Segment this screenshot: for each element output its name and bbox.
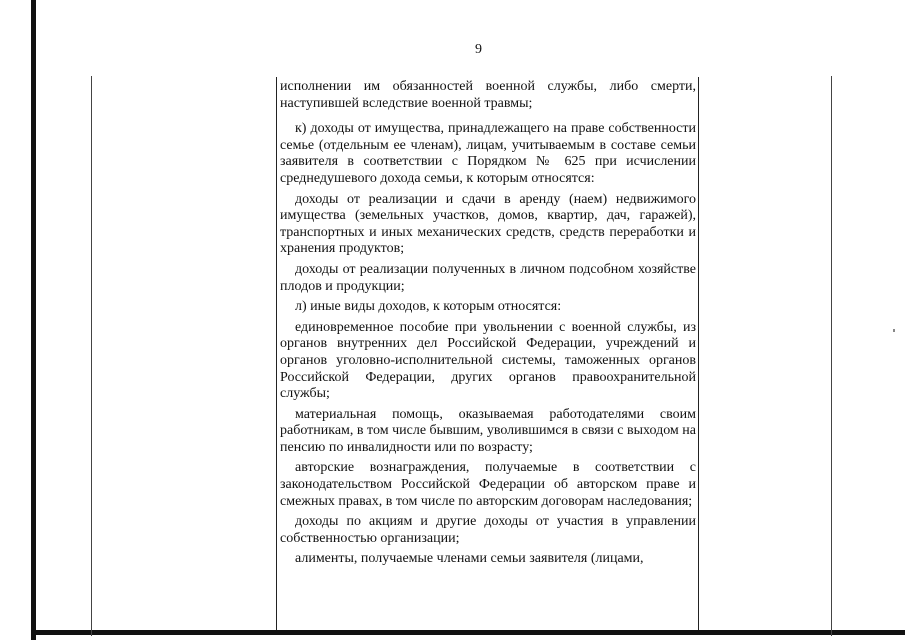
document-text-column — [276, 77, 699, 630]
scan-speck — [893, 329, 895, 332]
paragraph: авторские вознаграждения, получаемые в соответствии с законодательством Российской Федерации об авторском праве и смежных правах, в том числе по авторским договорам наследования; — [280, 460, 696, 509]
scan-border-left — [31, 0, 36, 640]
paragraph: алименты, получаемые членами семьи заявителя (лицами, — [295, 551, 644, 567]
paragraph: доходы по акциям и другие доходы от участия в управлении собственностью организации; — [280, 514, 696, 546]
paragraph: материальная помощь, оказываемая работодателями своим работникам, в том числе бывшим, уволившимся в связи с выходом на пенсию по инвалидности или по возрасту; — [280, 406, 696, 455]
paragraph: к) доходы от имущества, принадлежащего на праве собственности семье (отдельным ее членам), лицам, учитываемым в составе семьи заявителя в соответствии с Порядком № 625 при исчислении среднедушевого дохода семьи, к которым относятся: — [280, 121, 696, 186]
scan-border-bottom — [31, 630, 905, 635]
paragraph: доходы от реализации полученных в личном подсобном хозяйстве плодов и продукции; — [280, 261, 696, 294]
paragraph: доходы от реализации и сдачи в аренду (наем) недвижимого имущества (земельных участков, домов, квартир, дач, гаражей), транспортных и иных механических средств, средств переработки и хранения продуктов; — [280, 191, 696, 257]
left-margin-line — [91, 76, 92, 636]
right-margin-line — [831, 76, 832, 636]
paragraph: исполнении им обязанностей военной службы, либо смерти, наступившей вследствие военной травмы; — [280, 79, 696, 111]
paragraph: л) иные виды доходов, к которым относятся: — [295, 299, 562, 315]
page-number: 9 — [475, 42, 482, 57]
paragraph: единовременное пособие при увольнении с военной службы, из органов внутренних дел Российской Федерации, учреждений и органов уголовно-исполнительной системы, таможенных органов Российской Федерации, других органов правоохранительной службы; — [280, 319, 696, 402]
